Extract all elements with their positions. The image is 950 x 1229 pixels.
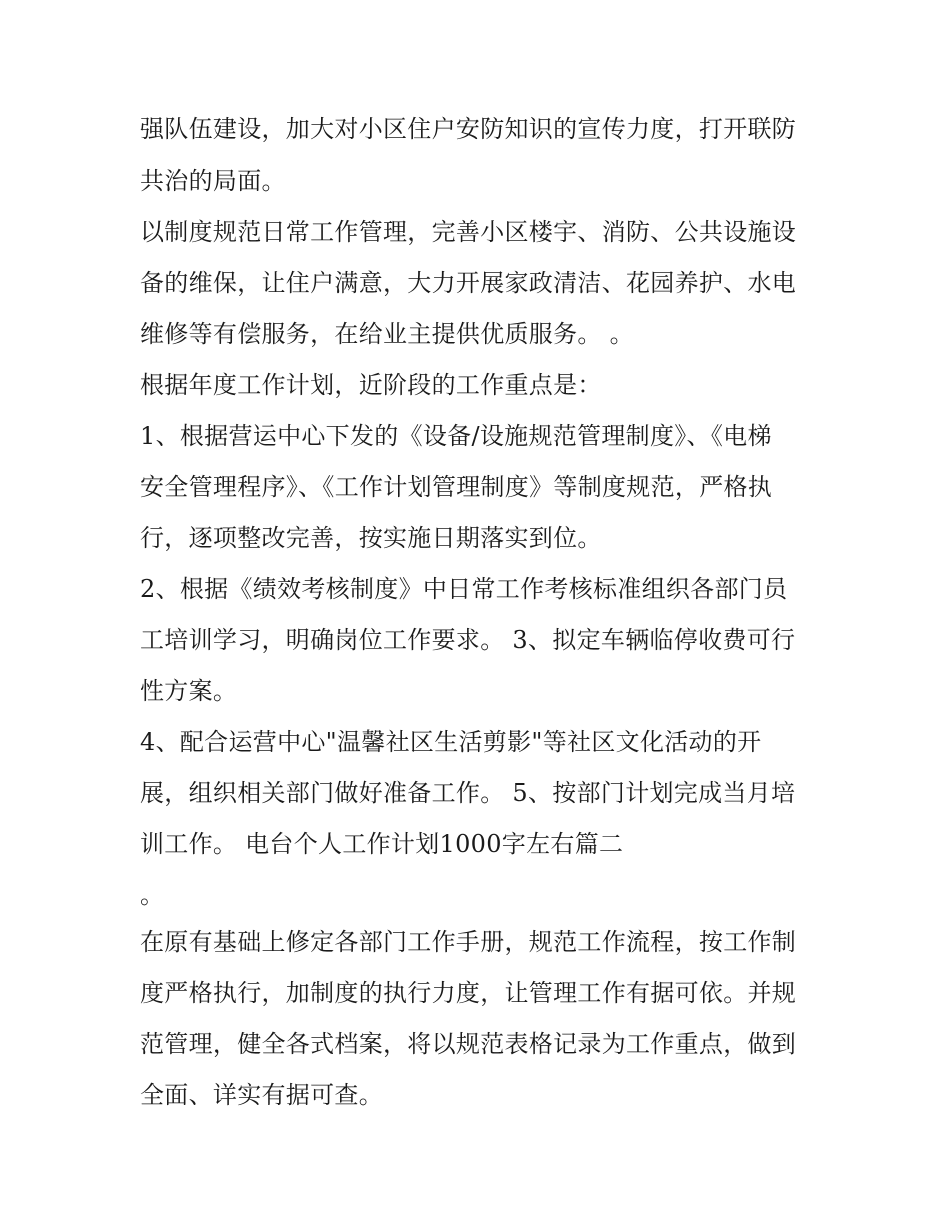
- text-line: 。: [140, 881, 165, 909]
- text-line: 工培训学习，明确岗位工作要求。 3、拟定车辆临停收费可行: [140, 626, 796, 654]
- text-line: 全面、详实有据可查。: [140, 1081, 383, 1109]
- text-line: 在原有基础上修定各部门工作手册，规范工作流程，按工作制: [140, 928, 797, 956]
- text-line: 共治的局面。: [140, 167, 286, 195]
- text-line: 范管理，健全各式档案，将以规范表格记录为工作重点，做到: [140, 1030, 797, 1058]
- text-line: 行，逐项整改完善，按实施日期落实到位。: [140, 524, 602, 552]
- text-line: 度严格执行，加制度的执行力度，让管理工作有据可依。并规: [140, 979, 797, 1007]
- text-line: 强队伍建设，加大对小区住户安防知识的宣传力度，打开联防: [140, 115, 797, 143]
- text-line: 4、配合运营中心"温馨社区生活剪影"等社区文化活动的开: [140, 728, 762, 756]
- text-line: 备的维保，让住户满意，大力开展家政清洁、花园养护、水电: [140, 269, 797, 297]
- text-line: 以制度规范日常工作管理，完善小区楼宇、消防、公共设施设: [140, 218, 797, 246]
- text-line: 安全管理程序》、《工作计划管理制度》等制度规范，严格执: [140, 473, 773, 501]
- text-line: 训工作。 电台个人工作计划1000字左右篇二: [140, 830, 624, 858]
- text-line: 1、根据营运中心下发的《设备/设施规范管理制度》、《电梯: [140, 422, 772, 450]
- text-line: 根据年度工作计划，近阶段的工作重点是：: [140, 371, 602, 399]
- text-line: 性方案。: [140, 677, 238, 705]
- text-line: 维修等有偿服务，在给业主提供优质服务。 。: [140, 320, 634, 348]
- text-line: 2、根据《绩效考核制度》中日常工作考核标准组织各部门员: [140, 575, 788, 603]
- text-line: 展，组织相关部门做好准备工作。 5、按部门计划完成当月培: [140, 779, 796, 807]
